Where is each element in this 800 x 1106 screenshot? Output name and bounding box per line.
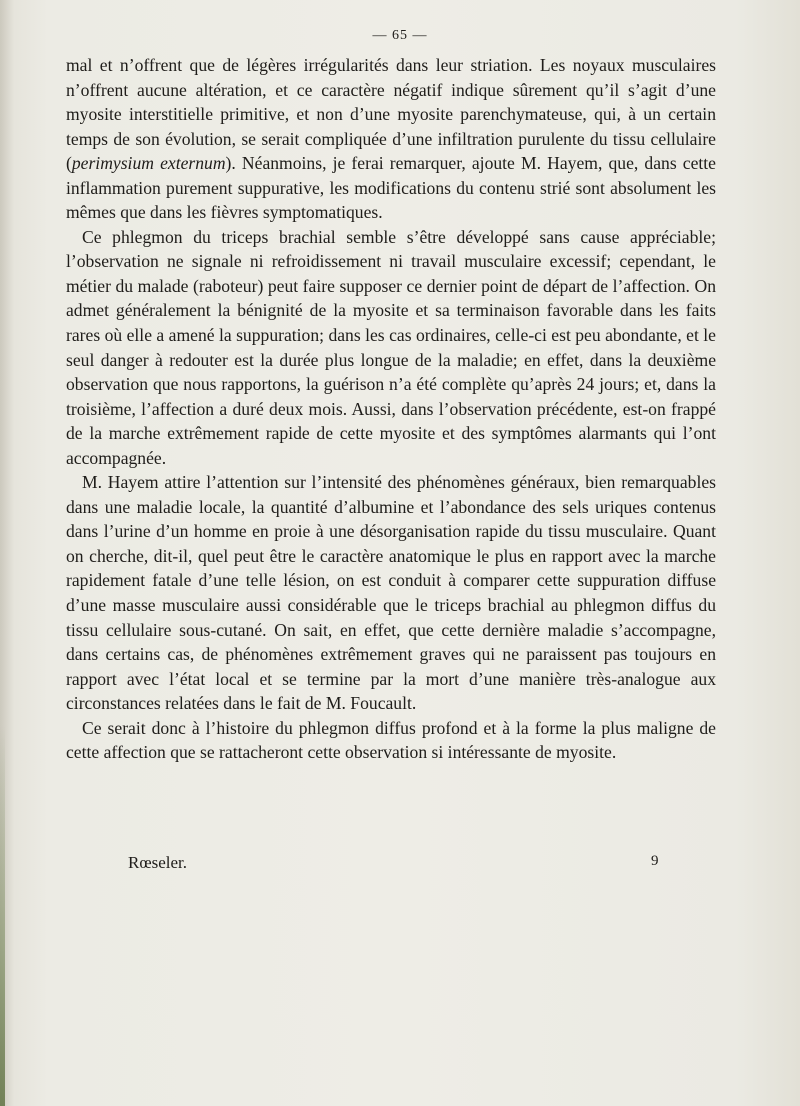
latin-term: perimysium externum xyxy=(71,153,226,174)
binding-edge xyxy=(0,726,5,1106)
paragraph-1-text-b: ). Néanmoins, je ferai remarquer, ajoute M. Hayem, que, dans cette inflammation purement suppurative, les modifications du contenu strié sont absolument les mêmes que dans les fièvres symptomatiques. xyxy=(66,153,716,223)
body-text xyxy=(66,53,716,765)
signature-mark: 9 xyxy=(651,853,659,869)
paragraph-2: Ce phlegmon du triceps brachial semble s’être développé sans cause appréciable; l’observation ne signale ni refroidissement ni travail musculaire excessif; cependant, le métier du malade (raboteur) peut faire supposer ce dernier point de départ de l’affection. On admet généralement la bénignité de la myosite et sa terminaison favorable dans les faits rares où elle a amené la suppuration; dans les cas ordinaires, celle-ci est peu abondante, et le seul danger à redouter est la durée plus longue de la maladie; en effet, dans la deuxième observation que nous rapportons, la guérison n’a été complète qu’après 24 jours; et, dans la troisième, l’affection a duré deux mois. Aussi, dans l’observation précédente, est-on frappé de la marche extrêmement rapide de cette myosite et des symptômes alarmants qui l’ont accompagnée. xyxy=(66,226,716,468)
paragraph-4: Ce serait donc à l’histoire du phlegmon diffus profond et à la forme la plus maligne de cette affection que se rattacheront cette observation si intéressante de myosite. xyxy=(66,717,716,763)
paragraph-1 xyxy=(66,53,716,225)
page-footer xyxy=(0,853,800,877)
paragraph-1-text-a: mal et n’offrent que de légères irrégularités dans leur striation. Les noyaux musculaires n’offrent aucune altération, et ce caractère négatif indique sûrement qu’il s’agit d’une myosite interstitielle primitive, et non d’une myosite parenchymateuse, qui, à un certain temps de son évolution, se serait compliquée d’une infiltration purulente du tissu cellulaire ( xyxy=(66,55,716,174)
footer-author: Rœseler. xyxy=(128,853,188,872)
page-number: — 65 — xyxy=(372,28,428,43)
paragraph-3: M. Hayem attire l’attention sur l’intensité des phénomènes généraux, bien remarquables dans une maladie locale, la quantité d’albumine et l’abondance des sels uriques contenus dans l’urine d’un homme en proie à une désorganisation rapide du tissu musculaire. Quant on cherche, dit-il, quel peut être le caractère anatomique le plus en rapport avec la marche rapidement fatale d’une telle lésion, on est conduit à comparer cette suppuration diffuse d’une masse musculaire aussi considérable que le triceps brachial au phlegmon diffus du tissu cellulaire sous-cutané. On sait, en effet, que cette dernière maladie s’accompagne, dans certains cas, de phénomènes extrêmement graves qui ne paraissent pas toujours en rapport avec l’état local et se termine par la mort d’une manière très-analogue aux circonstances relatées dans le fait de M. Foucault. xyxy=(66,472,716,714)
